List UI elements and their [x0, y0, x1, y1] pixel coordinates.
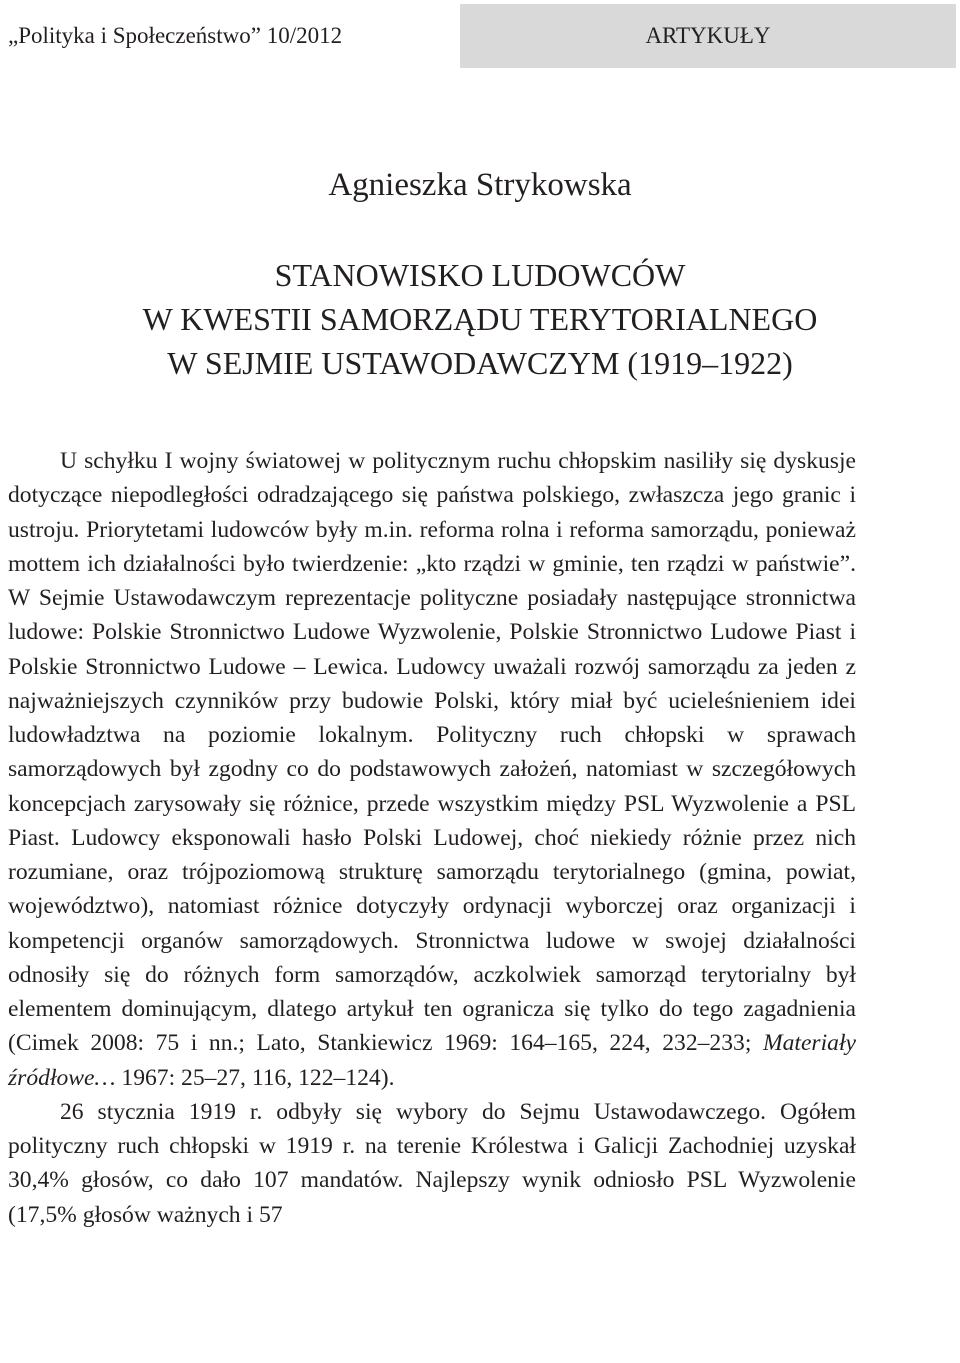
- paragraph-text: U schyłku I wojny światowej w politycznym ruchu chłopskim nasiliły się dyskusje dotyczące niepodległości odradzającego się państwa polskiego, zwłaszcza jego granic i ustroju. Priorytetami ludowców były m.in. reforma rolna i reforma samorządu, ponieważ mottem ich działalności było twierdzenie: „kto rządzi w gminie, ten rządzi w państwie”. W Sejmie Ustawodawczym reprezentacje polityczne posiadały następujące stronnictwa ludowe: Polskie Stronnictwo Ludowe Wyzwolenie, Polskie Stronnictwo Ludowe Piast i Polskie Stronnictwo Ludowe – Lewica. Ludowcy uważali rozwój samorządu za jeden z najważniejszych czynników przy budowie Polski, który miał być ucieleśnieniem idei ludowładztwa na poziomie lokalnym. Polityczny ruch chłopski w sprawach samorządowych był zgodny co do podstawowych założeń, natomiast w szczegółowych koncepcjach zarysowały się różnice, przede wszystkim między PSL Wyzwolenie a PSL Piast. Ludowcy eksponowali hasło Polski Ludowej, choć niekiedy różnie przez nich rozumiane, oraz trójpoziomową strukturę samorządu terytorialnego (gmina, powiat, województwo), natomiast różnice dotyczyły ordynacji wyborczej oraz organizacji i kompetencji organów samorządowych. Stronnictwa ludowe w swojej działalności odnosiły się do różnych form samorządów, aczkolwiek samorząd terytorialny był elementem dominującym, dlatego artykuł ten ogranicza się tylko do tego zagadnienia (Cimek 2008: 75 i nn.; Lato, Stankiewicz 1969: 164–165, 224, 232–233;: [8, 448, 856, 1057]
- title-line: STANOWISKO LUDOWCÓW: [274, 257, 686, 293]
- page-header: [0, 4, 960, 68]
- section-label: ARTYKUŁY: [460, 4, 956, 68]
- author-name: Agnieszka Strykowska: [328, 167, 632, 203]
- paragraph: 26 stycznia 1919 r. odbyły się wybory do Sejmu Ustawodawczego. Ogółem polityczny ruch chłopski w 1919 r. na terenie Królestwa i Galicji Zachodniej uzyskał 30,4% głosów, co dało 107 mandatów. Najlepszy wynik odniosło PSL Wyzwolenie (17,5% głosów ważnych i 57: [8, 1098, 856, 1228]
- title-line: W KWESTII SAMORZĄDU TERYTORIALNEGO: [142, 301, 818, 337]
- article-title: [0, 253, 960, 385]
- title-line: W SEJMIE USTAWODAWCZYM (1919–1922): [167, 345, 793, 381]
- citation-italic: Materiały źródłowe…: [8, 1030, 856, 1091]
- journal-name: „Polityka i Społeczeństwo” 10/2012: [4, 4, 460, 68]
- paragraph: [8, 444, 856, 1095]
- citation-text: 1967: 25–27, 116, 122–124).: [121, 1064, 395, 1091]
- article-body: [8, 444, 856, 1232]
